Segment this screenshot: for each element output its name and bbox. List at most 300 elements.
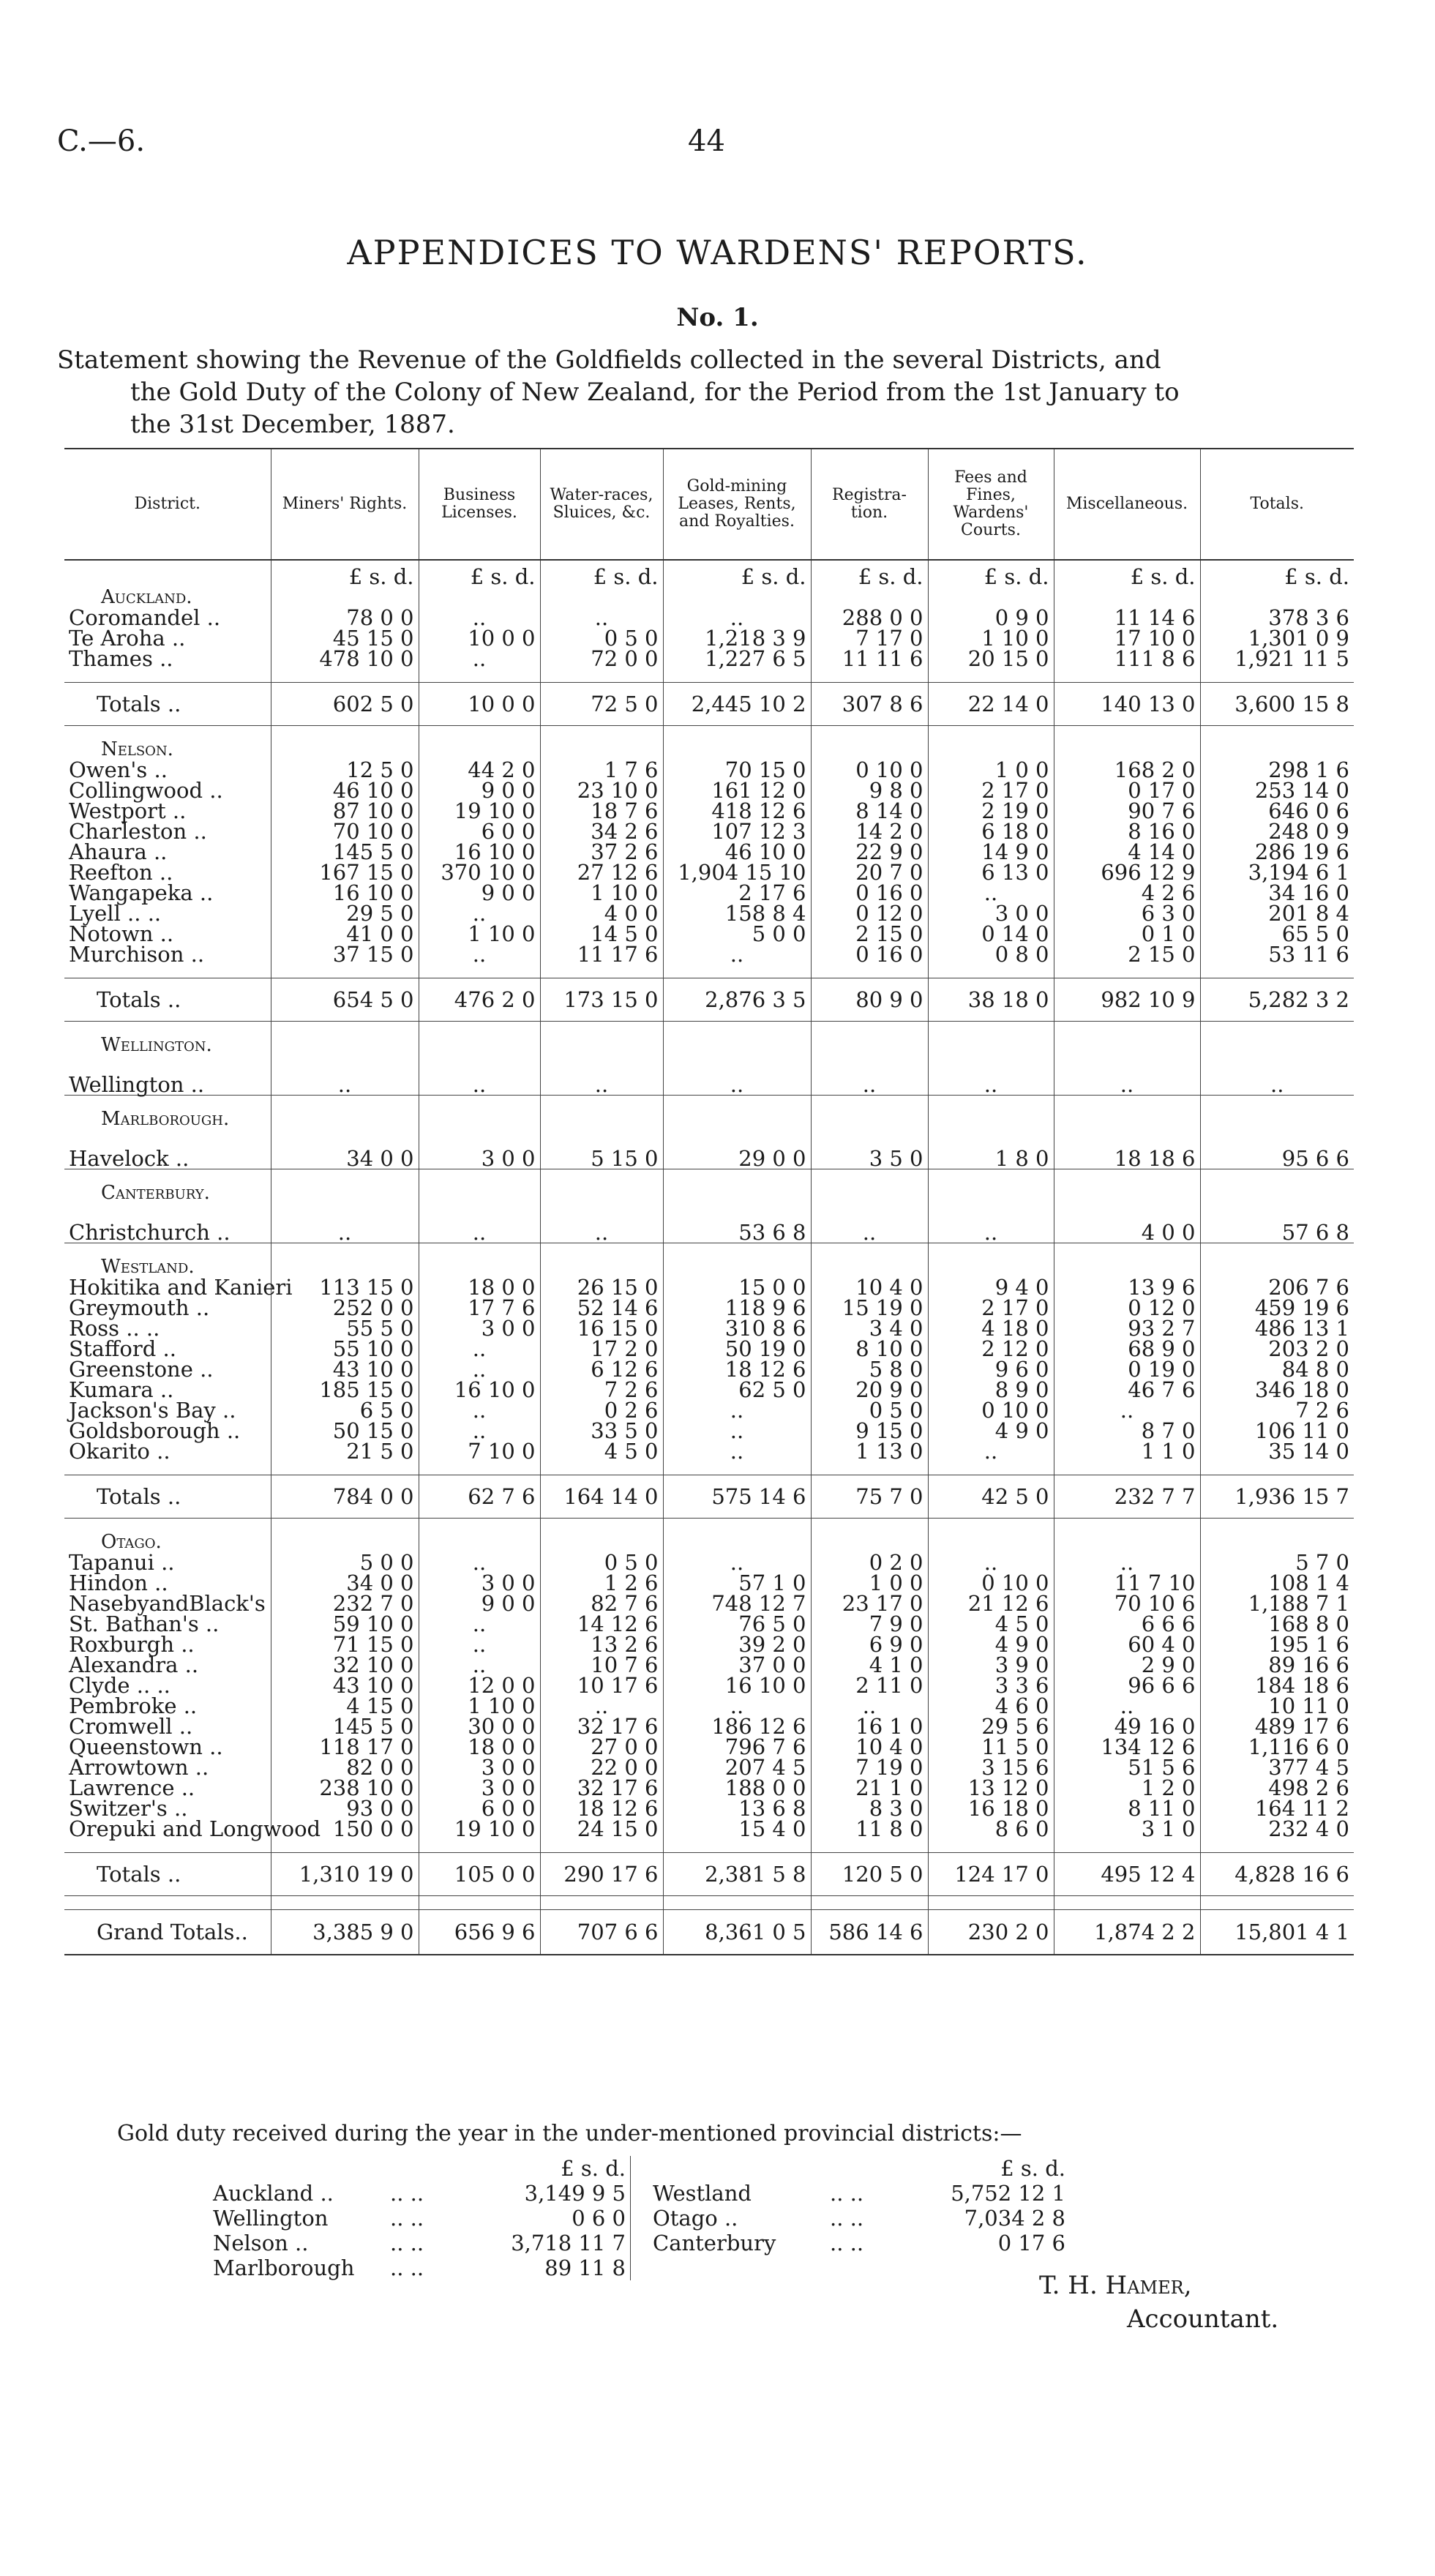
empty-cell — [271, 739, 419, 760]
empty-cell — [540, 1183, 663, 1203]
amount-cell: 42 5 0 — [928, 1475, 1054, 1519]
district-cell: Collingwood .. — [69, 778, 223, 803]
amount-cell: .. — [663, 1441, 811, 1461]
amount-cell: 11 11 6 — [811, 648, 928, 669]
amount-cell: 17 10 0 — [1054, 628, 1200, 648]
amount-cell: 9 8 0 — [811, 780, 928, 801]
unit-label: £ s. d. — [663, 560, 811, 587]
spacer-cell — [540, 1243, 663, 1257]
amount-cell: 37 15 0 — [271, 944, 419, 965]
section-heading-row — [64, 1532, 1354, 1552]
amount-cell: 161 12 0 — [663, 780, 811, 801]
unit-row — [64, 560, 1354, 587]
column-divider — [631, 2156, 649, 2181]
spacer-cell — [540, 1022, 663, 1036]
amount-cell: .. — [811, 1203, 928, 1243]
amount-cell: 158 8 4 — [663, 903, 811, 924]
unit-label — [825, 2156, 937, 2181]
amount-cell: 23 10 0 — [540, 780, 663, 801]
amount-cell: 9 6 0 — [928, 1359, 1054, 1379]
amount-cell: 1,227 6 5 — [663, 648, 811, 669]
unit-label: £ s. d. — [1200, 560, 1354, 587]
amount-cell: 1,218 3 9 — [663, 628, 811, 648]
amount-cell: 1 2 6 — [540, 1573, 663, 1593]
amount-cell: 90 7 6 — [1054, 801, 1200, 821]
amount-cell: 238 10 0 — [271, 1778, 419, 1798]
amount-cell: 108 1 4 — [1200, 1573, 1354, 1593]
spacer-cell — [419, 1896, 540, 1910]
amount-cell: 16 10 0 — [271, 883, 419, 903]
amount-cell: 18 0 0 — [419, 1277, 540, 1298]
amount-cell: 0 12 0 — [1054, 1298, 1200, 1318]
empty-cell — [1200, 1532, 1354, 1552]
amount-cell: 201 8 4 — [1200, 903, 1354, 924]
amount-cell: 11 14 6 — [1054, 607, 1200, 628]
section-heading: Marlborough. — [101, 1108, 230, 1130]
totals-row — [64, 1853, 1354, 1896]
amount-cell: 95 6 6 — [1200, 1129, 1354, 1169]
amount-cell: 248 0 9 — [1200, 821, 1354, 842]
province-name: Canterbury — [653, 2231, 776, 2255]
amount-cell: 4 1 0 — [811, 1655, 928, 1675]
unit-label: £ s. d. — [271, 560, 419, 587]
district-cell: Tapanui .. — [69, 1550, 175, 1575]
amount-cell: .. — [271, 1203, 419, 1243]
amount-cell: 23 17 0 — [811, 1593, 928, 1614]
amount-cell: 29 0 0 — [663, 1129, 811, 1169]
spacer-cell — [1200, 1519, 1354, 1532]
spacer-cell — [271, 1896, 419, 1910]
amount-cell: 2 12 0 — [928, 1338, 1054, 1359]
empty-cell — [1200, 739, 1354, 760]
amount-cell: .. — [928, 1552, 1054, 1573]
leader-dots — [825, 2255, 937, 2280]
amount-cell: 478 10 0 — [271, 648, 419, 669]
amount-cell: 0 9 0 — [928, 607, 1054, 628]
empty-cell — [271, 587, 419, 607]
amount-cell: 253 14 0 — [1200, 780, 1354, 801]
spacer-cell — [64, 1243, 271, 1257]
spacer-cell — [811, 1896, 928, 1910]
duty-amount: 3,149 9 5 — [524, 2181, 626, 2206]
amount-cell: 11 17 6 — [540, 944, 663, 965]
column-header: Miners' Rights. — [271, 449, 419, 560]
amount-cell: 17 7 6 — [419, 1298, 540, 1318]
amount-cell: 4 0 0 — [1054, 1203, 1200, 1243]
empty-cell — [663, 587, 811, 607]
district-cell: Switzer's .. — [69, 1796, 188, 1821]
section-heading-row — [64, 1109, 1354, 1129]
unit-label: £ s. d. — [1054, 560, 1200, 587]
amount-cell: 12 5 0 — [271, 760, 419, 780]
empty-cell — [811, 1532, 928, 1552]
amount-cell: .. — [663, 1400, 811, 1420]
amount-cell: 748 12 7 — [663, 1593, 811, 1614]
amount-cell: 38 18 0 — [928, 978, 1054, 1022]
unit-label — [209, 2156, 386, 2181]
province-name: Marlborough — [213, 2255, 355, 2280]
spacer-cell — [271, 1096, 419, 1109]
amount-cell: 71 15 0 — [271, 1634, 419, 1655]
duty-amount: 3,718 11 7 — [511, 2231, 626, 2255]
amount-cell: 1 10 0 — [540, 883, 663, 903]
amount-cell: 346 18 0 — [1200, 1379, 1354, 1400]
amount-cell: 796 7 6 — [663, 1737, 811, 1757]
province-name: Nelson .. — [213, 2231, 309, 2255]
statement-line-2: the Gold Duty of the Colony of New Zealand, for the Period from the 1st January to — [130, 378, 1180, 407]
district-cell: Notown .. — [69, 921, 174, 946]
amount-cell: .. — [663, 1420, 811, 1441]
spacer-cell — [64, 1096, 271, 1109]
amount-cell: 6 6 6 — [1054, 1614, 1200, 1634]
amount-cell: 41 0 0 — [271, 924, 419, 944]
amount-cell: .. — [419, 1552, 540, 1573]
amount-cell: .. — [419, 903, 540, 924]
amount-cell: 3 15 6 — [928, 1757, 1054, 1778]
amount-cell: .. — [1054, 1552, 1200, 1573]
amount-cell: 12 0 0 — [419, 1675, 540, 1696]
spacer-cell — [1200, 1896, 1354, 1910]
amount-cell: .. — [419, 1055, 540, 1096]
unit-label: £ s. d. — [419, 560, 540, 587]
amount-cell: .. — [811, 1696, 928, 1716]
empty-cell — [419, 1183, 540, 1203]
table-row — [64, 1593, 1354, 1614]
spacer-cell — [1200, 1022, 1354, 1036]
amount-cell: 16 10 0 — [663, 1675, 811, 1696]
amount-cell: 22 0 0 — [540, 1757, 663, 1778]
amount-cell: 10 11 0 — [1200, 1696, 1354, 1716]
amount-cell: 16 15 0 — [540, 1318, 663, 1338]
amount-cell: 20 7 0 — [811, 862, 928, 883]
amount-cell: .. — [663, 944, 811, 965]
column-divider — [631, 2181, 649, 2206]
spacer-cell — [64, 1169, 271, 1183]
empty-cell — [540, 1257, 663, 1277]
amount-cell: 111 8 6 — [1054, 648, 1200, 669]
amount-cell: 19 10 0 — [419, 1819, 540, 1839]
empty-cell — [540, 1035, 663, 1055]
table-row — [64, 1420, 1354, 1441]
spacer-cell — [1054, 1243, 1200, 1257]
table-row — [64, 1737, 1354, 1757]
amount-cell: 310 8 6 — [663, 1318, 811, 1338]
district-cell: Hindon .. — [69, 1570, 168, 1595]
amount-cell: 13 2 6 — [540, 1634, 663, 1655]
amount-cell: 5 0 0 — [271, 1552, 419, 1573]
spacer-cell — [663, 726, 811, 740]
amount-cell: 707 6 6 — [540, 1910, 663, 1955]
table-row — [64, 1203, 1354, 1243]
district-cell: Cromwell .. — [69, 1714, 193, 1739]
amount-cell: 1 0 0 — [928, 760, 1054, 780]
empty-cell — [663, 1532, 811, 1552]
spacer-cell — [64, 1022, 271, 1036]
amount-cell: 6 0 0 — [419, 1798, 540, 1819]
gold-duty-row — [209, 2181, 1070, 2206]
table-row — [64, 801, 1354, 821]
empty-cell — [1200, 1183, 1354, 1203]
spacer-row — [64, 726, 1354, 740]
table-row — [64, 1675, 1354, 1696]
duty-amount: 89 11 8 — [544, 2255, 626, 2280]
amount-cell: 2,876 3 5 — [663, 978, 811, 1022]
amount-cell: 70 10 6 — [1054, 1593, 1200, 1614]
amount-cell: 4 0 0 — [540, 903, 663, 924]
amount-cell: 0 8 0 — [928, 944, 1054, 965]
section-heading: Otago. — [101, 1531, 162, 1553]
amount-cell: 46 7 6 — [1054, 1379, 1200, 1400]
amount-cell: .. — [928, 1441, 1054, 1461]
table-row — [64, 944, 1354, 965]
column-header: Fees and Fines, Wardens' Courts. — [928, 449, 1054, 560]
amount-cell: 80 9 0 — [811, 978, 928, 1022]
empty-cell — [271, 1109, 419, 1129]
district-cell: Coromandel .. — [69, 605, 221, 630]
empty-cell — [271, 1183, 419, 1203]
amount-cell: 0 19 0 — [1054, 1359, 1200, 1379]
district-cell: St. Bathan's .. — [69, 1611, 220, 1636]
amount-cell: 188 0 0 — [663, 1778, 811, 1798]
district-cell: Reefton .. — [69, 860, 173, 885]
amount-cell: 70 15 0 — [663, 760, 811, 780]
amount-cell: .. — [271, 1055, 419, 1096]
section-heading-row — [64, 587, 1354, 607]
amount-cell: 49 16 0 — [1054, 1716, 1200, 1737]
empty-cell — [811, 1035, 928, 1055]
district-cell: Greymouth .. — [69, 1295, 210, 1320]
spacer-cell — [271, 1243, 419, 1257]
amount-cell: 4 9 0 — [928, 1634, 1054, 1655]
empty-cell — [811, 587, 928, 607]
spacer-cell — [1054, 1896, 1200, 1910]
empty-cell — [419, 1532, 540, 1552]
amount-cell: 0 5 0 — [540, 1552, 663, 1573]
district-cell: NasebyandBlack's — [69, 1591, 266, 1616]
province-name: Auckland .. — [213, 2181, 334, 2206]
unit-label: £ s. d. — [1000, 2156, 1065, 2181]
amount-cell: 84 8 0 — [1200, 1359, 1354, 1379]
amount-cell: 4 18 0 — [928, 1318, 1054, 1338]
amount-cell: 0 2 6 — [540, 1400, 663, 1420]
empty-cell — [1054, 1183, 1200, 1203]
amount-cell: 3 0 0 — [419, 1778, 540, 1798]
table-row — [64, 1338, 1354, 1359]
amount-cell: .. — [540, 1696, 663, 1716]
table-row — [64, 1819, 1354, 1839]
amount-cell: 9 0 0 — [419, 883, 540, 903]
appendix-number: No. 1. — [676, 303, 759, 332]
spacer-cell — [540, 1896, 663, 1910]
table-row — [64, 1573, 1354, 1593]
amount-cell: 0 1 0 — [1054, 924, 1200, 944]
table-row — [64, 1614, 1354, 1634]
amount-cell: 6 3 0 — [1054, 903, 1200, 924]
spacer-cell — [1054, 1519, 1200, 1532]
amount-cell: 52 14 6 — [540, 1298, 663, 1318]
amount-cell: .. — [663, 1696, 811, 1716]
amount-cell: 59 10 0 — [271, 1614, 419, 1634]
amount-cell: 118 9 6 — [663, 1298, 811, 1318]
amount-cell: 22 9 0 — [811, 842, 928, 862]
spacer-cell — [271, 1519, 419, 1532]
spacer-cell — [663, 1096, 811, 1109]
amount-cell: 1,936 15 7 — [1200, 1475, 1354, 1519]
empty-cell — [928, 587, 1054, 607]
table-row — [64, 1798, 1354, 1819]
table-row — [64, 1129, 1354, 1169]
amount-cell: 696 12 9 — [1054, 862, 1200, 883]
amount-cell: 168 2 0 — [1054, 760, 1200, 780]
amount-cell: 34 16 0 — [1200, 883, 1354, 903]
amount-cell: .. — [419, 1634, 540, 1655]
amount-cell: 4 9 0 — [928, 1420, 1054, 1441]
empty-cell — [928, 1257, 1054, 1277]
amount-cell: 2,445 10 2 — [663, 683, 811, 726]
table-row — [64, 1655, 1354, 1675]
gold-duty-row — [209, 2206, 1070, 2231]
amount-cell: 164 11 2 — [1200, 1798, 1354, 1819]
amount-cell: 982 10 9 — [1054, 978, 1200, 1022]
amount-cell: 8 6 0 — [928, 1819, 1054, 1839]
grand-totals-row — [64, 1910, 1354, 1955]
amount-cell: 3 0 0 — [419, 1318, 540, 1338]
spacer-cell — [64, 1896, 271, 1910]
spacer-cell — [811, 1096, 928, 1109]
amount-cell: 654 5 0 — [271, 978, 419, 1022]
table-row — [64, 1716, 1354, 1737]
spacer-cell — [64, 1519, 271, 1532]
amount-cell: 1,904 15 10 — [663, 862, 811, 883]
amount-cell: 288 0 0 — [811, 607, 928, 628]
amount-cell: 8 3 0 — [811, 1798, 928, 1819]
amount-cell: 459 19 6 — [1200, 1298, 1354, 1318]
amount-cell: .. — [540, 1203, 663, 1243]
section-heading: Westland. — [101, 1256, 195, 1278]
district-cell: Roxburgh .. — [69, 1632, 195, 1657]
amount-cell: 656 9 6 — [419, 1910, 540, 1955]
amount-cell: 3,385 9 0 — [271, 1910, 419, 1955]
amount-cell: 43 10 0 — [271, 1675, 419, 1696]
amount-cell: 377 4 5 — [1200, 1757, 1354, 1778]
amount-cell: 13 9 6 — [1054, 1277, 1200, 1298]
amount-cell: .. — [540, 607, 663, 628]
amount-cell: 1 10 0 — [419, 924, 540, 944]
table-row — [64, 924, 1354, 944]
amount-cell: 4 15 0 — [271, 1696, 419, 1716]
amount-cell: 62 7 6 — [419, 1475, 540, 1519]
amount-cell: 96 6 6 — [1054, 1675, 1200, 1696]
amount-cell: 10 0 0 — [419, 628, 540, 648]
spacer-cell — [928, 1896, 1054, 1910]
table-row — [64, 1757, 1354, 1778]
amount-cell: 0 12 0 — [811, 903, 928, 924]
district-cell: Okarito .. — [69, 1439, 171, 1464]
empty-cell — [811, 1109, 928, 1129]
amount-cell: 60 4 0 — [1054, 1634, 1200, 1655]
amount-cell: 21 12 6 — [928, 1593, 1054, 1614]
page-number: 44 — [688, 124, 725, 158]
amount-cell: 418 12 6 — [663, 801, 811, 821]
amount-cell: .. — [1200, 1055, 1354, 1096]
table-row — [64, 1696, 1354, 1716]
amount-cell: 124 17 0 — [928, 1853, 1054, 1896]
amount-cell: 10 4 0 — [811, 1737, 928, 1757]
amount-cell: 7 17 0 — [811, 628, 928, 648]
amount-cell: 2 15 0 — [811, 924, 928, 944]
page-title: APPENDICES TO WARDENS' REPORTS. — [347, 233, 1088, 272]
amount-cell: 34 0 0 — [271, 1573, 419, 1593]
amount-cell: 7 9 0 — [811, 1614, 928, 1634]
gold-unit-row — [209, 2156, 1070, 2181]
province-name: Otago .. — [653, 2206, 738, 2231]
empty-cell — [1054, 1035, 1200, 1055]
amount-cell: 9 0 0 — [419, 780, 540, 801]
amount-cell: 34 0 0 — [271, 1129, 419, 1169]
amount-cell: .. — [540, 1055, 663, 1096]
district-cell: Hokitika and Kanieri — [69, 1275, 293, 1300]
province-name: Westland — [653, 2181, 752, 2206]
amount-cell: 3 3 6 — [928, 1675, 1054, 1696]
amount-cell: 57 6 8 — [1200, 1203, 1354, 1243]
amount-cell: 2 17 0 — [928, 1298, 1054, 1318]
amount-cell: 602 5 0 — [271, 683, 419, 726]
spacer-cell — [811, 1022, 928, 1036]
amount-cell: 575 14 6 — [663, 1475, 811, 1519]
amount-cell: 145 5 0 — [271, 1716, 419, 1737]
amount-cell: .. — [419, 1359, 540, 1379]
amount-cell: 35 14 0 — [1200, 1441, 1354, 1461]
amount-cell: 1,874 2 2 — [1054, 1910, 1200, 1955]
amount-cell: 0 2 0 — [811, 1552, 928, 1573]
amount-cell: 185 15 0 — [271, 1379, 419, 1400]
table-row — [64, 1400, 1354, 1420]
district-cell: Arrowtown .. — [69, 1755, 209, 1780]
duty-amount: 5,752 12 1 — [951, 2181, 1065, 2206]
amount-cell: .. — [419, 648, 540, 669]
column-header: Totals. — [1200, 449, 1354, 560]
spacer-cell — [663, 1022, 811, 1036]
amount-cell: 13 6 8 — [663, 1798, 811, 1819]
amount-cell: 6 0 0 — [419, 821, 540, 842]
amount-cell: 14 5 0 — [540, 924, 663, 944]
amount-cell: 44 2 0 — [419, 760, 540, 780]
spacer-cell — [271, 1022, 419, 1036]
spacer-row — [64, 1243, 1354, 1257]
amount-cell: 26 15 0 — [540, 1277, 663, 1298]
amount-cell: 9 15 0 — [811, 1420, 928, 1441]
empty-cell — [928, 1183, 1054, 1203]
amount-cell: 37 2 6 — [540, 842, 663, 862]
amount-cell: .. — [663, 1055, 811, 1096]
district-cell: Clyde .. .. — [69, 1673, 171, 1698]
amount-cell: 3 1 0 — [1054, 1819, 1200, 1839]
leader-dots: .. .. — [390, 2206, 424, 2231]
spacer-cell — [663, 1169, 811, 1183]
unit-label: £ s. d. — [540, 560, 663, 587]
empty-cell — [419, 1035, 540, 1055]
column-header: Gold-mining Leases, Rents, and Royalties. — [663, 449, 811, 560]
amount-cell: 57 1 0 — [663, 1573, 811, 1593]
amount-cell: 51 5 6 — [1054, 1757, 1200, 1778]
amount-cell: 4 5 0 — [928, 1614, 1054, 1634]
amount-cell: 290 17 6 — [540, 1853, 663, 1896]
amount-cell: 168 8 0 — [1200, 1614, 1354, 1634]
empty-cell — [1200, 1109, 1354, 1129]
amount-cell: 18 12 6 — [663, 1359, 811, 1379]
amount-cell: 13 12 0 — [928, 1778, 1054, 1798]
spacer-cell — [663, 1243, 811, 1257]
